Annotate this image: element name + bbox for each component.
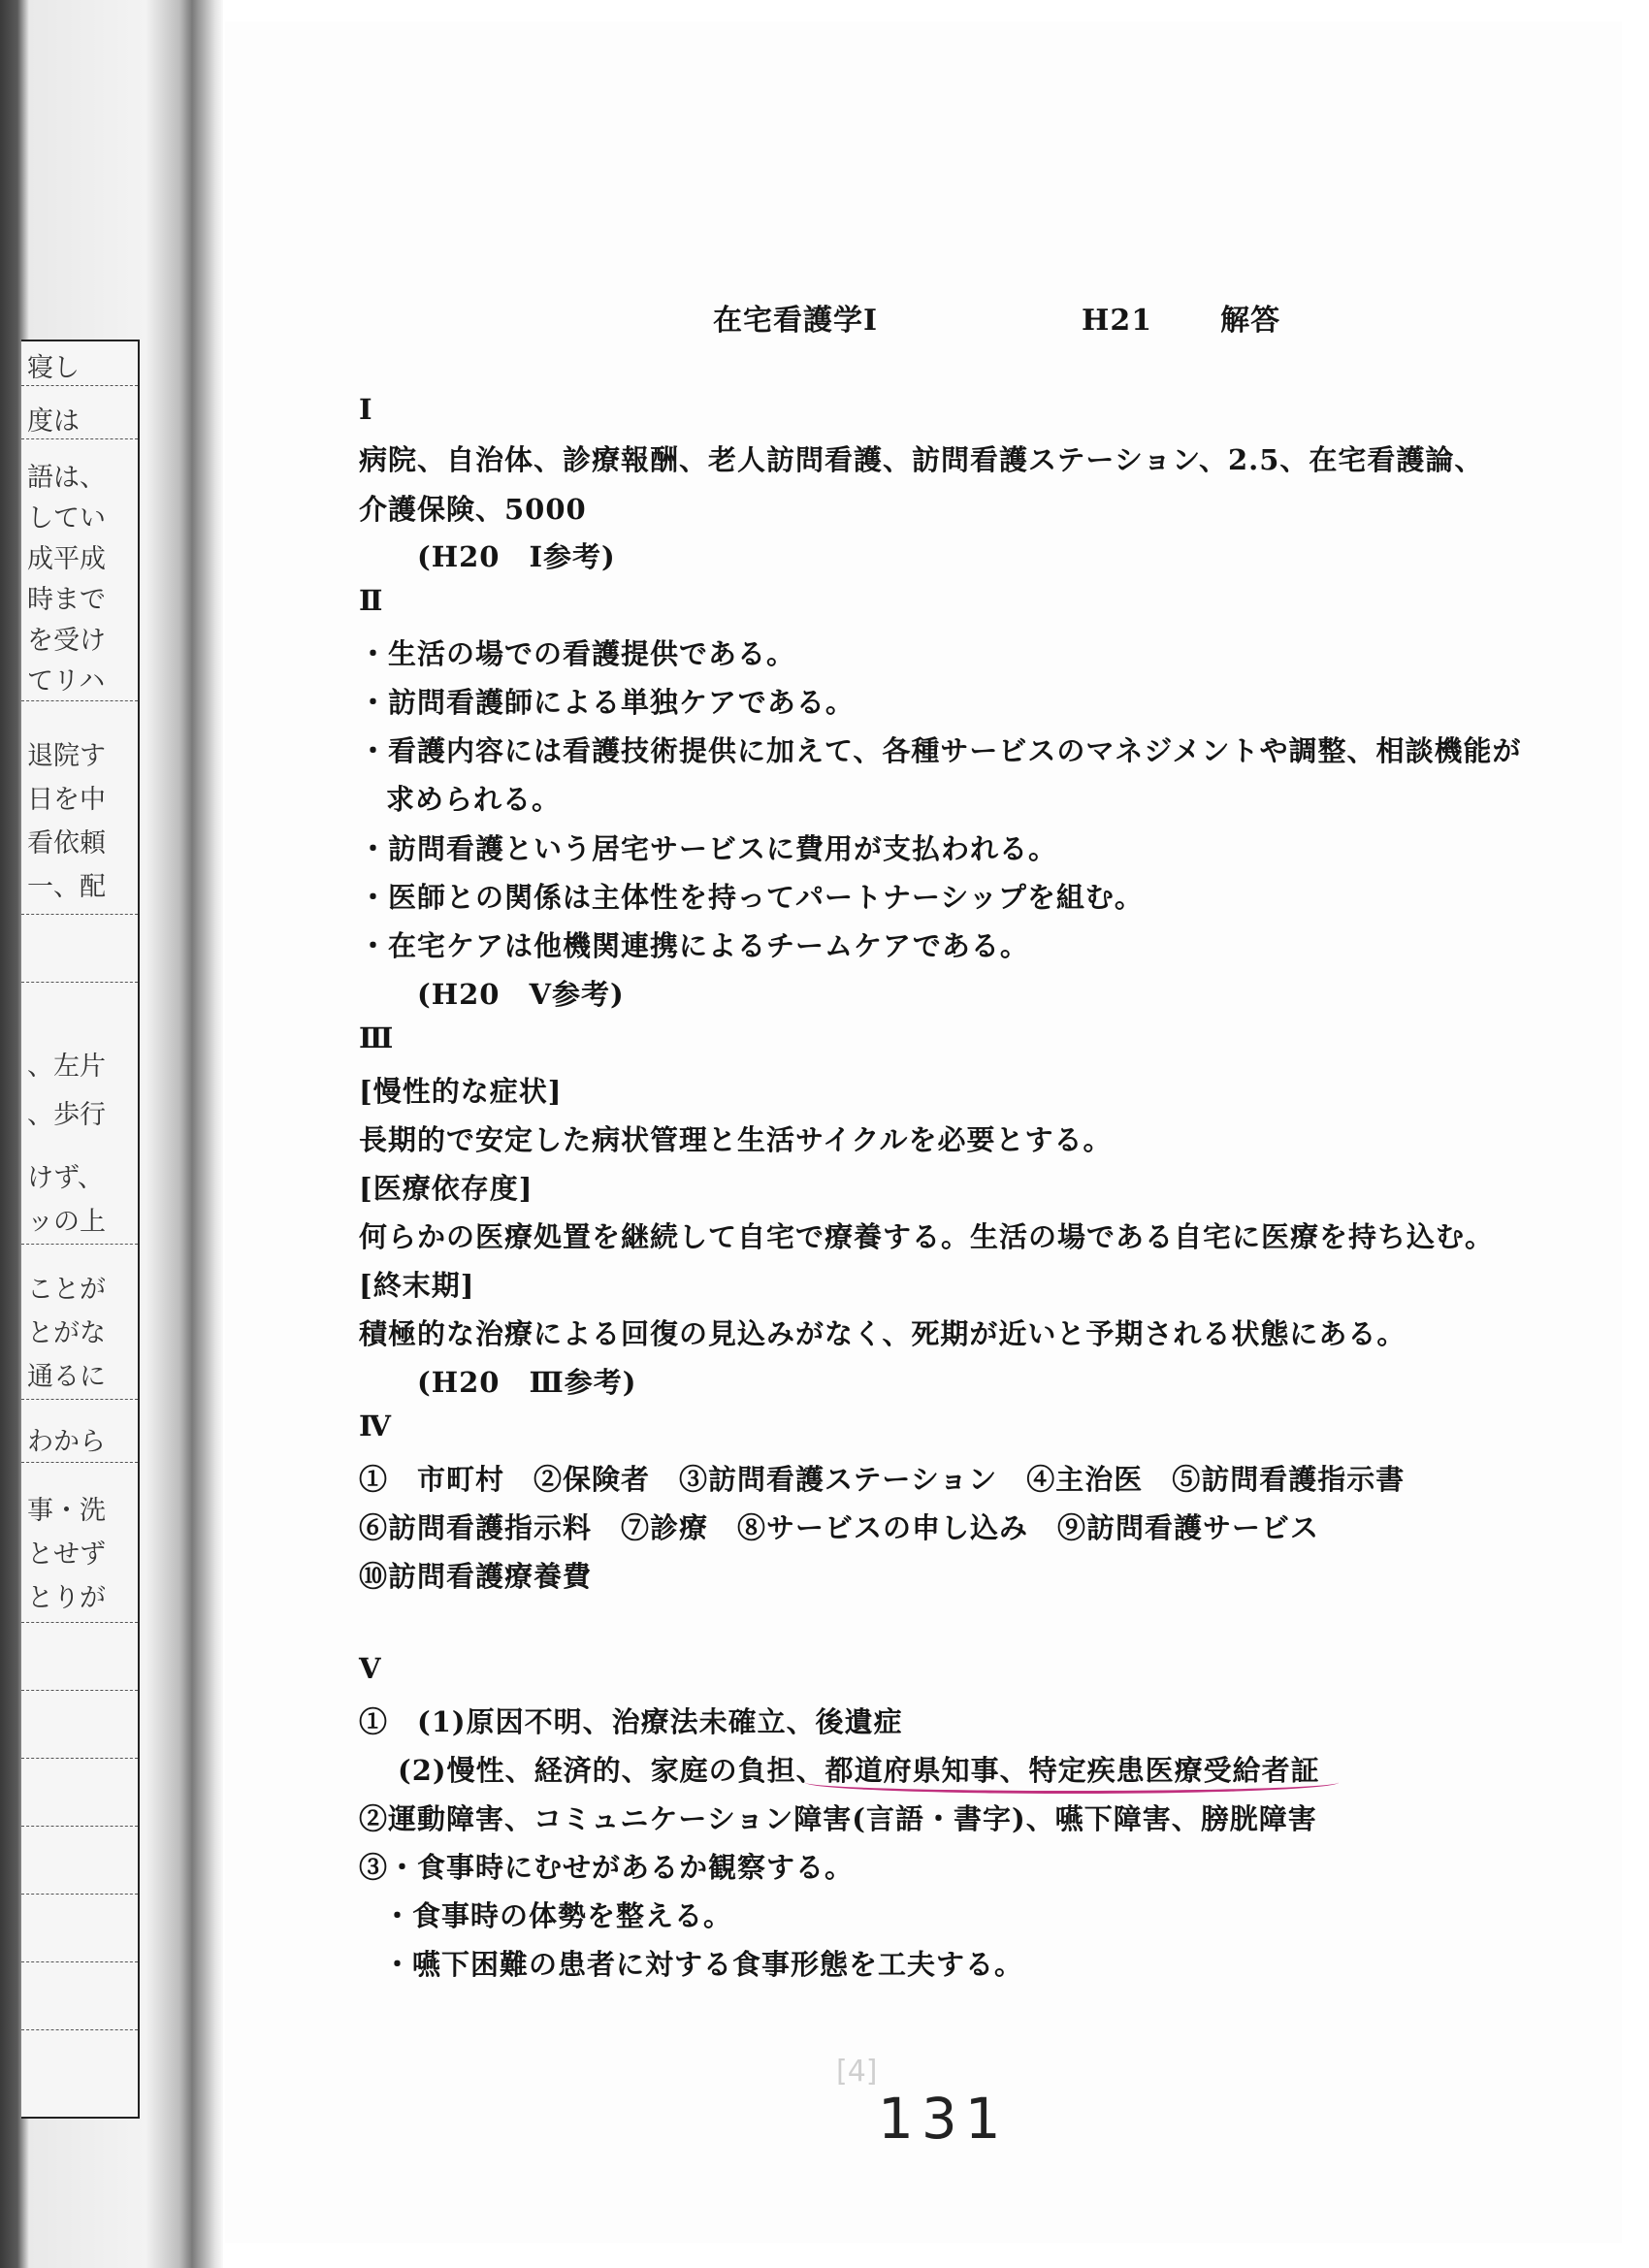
left-fragment: 日を中 [27,785,106,815]
section-4-answers: ① 市町村 ②保険者 ③訪問看護ステーション ④主治医 ⑤訪問看護指示書 [359,1463,1406,1496]
section-5-answer: (2)慢性、経済的、家庭の負担、都道府県知事、特定疾患医療受給者証 [398,1754,1320,1787]
section-1-numeral: Ⅰ [359,393,373,426]
section-2-reference: (H20 Ⅴ参考) [417,978,625,1011]
section-5-answer: ① (1)原因不明、治療法未確立、後遺症 [359,1705,903,1738]
left-fragment: てリハ [27,666,106,697]
left-fragment: してい [27,503,106,534]
left-fragment: わから [27,1427,106,1457]
left-page-sliver [21,340,140,2119]
section-2-bullet: ・生活の場での看護提供である。 [359,637,796,670]
left-fragment: とがな [27,1318,106,1348]
left-fragment: とせず [27,1539,106,1570]
section-2-bullet: ・訪問看護師による単独ケアである。 [359,686,855,719]
handwritten-page-number: 131 [878,2086,1009,2152]
left-fragment: けず、 [27,1163,104,1193]
left-fragment: 時まで [27,585,106,615]
section-2-bullet: ・医師との関係は主体性を持ってパートナーシップを組む。 [359,881,1144,914]
left-fragment: 成平成 [27,544,106,574]
left-fragment: 看依頼 [27,828,106,859]
section-5-answer: ・嚥下困難の患者に対する食事形態を工夫する。 [383,1948,1024,1981]
section-2-bullet: ・在宅ケアは他機関連携によるチームケアである。 [359,929,1029,962]
section-3-reference: (H20 Ⅲ参考) [417,1366,637,1399]
left-fragment: 度は [27,406,80,437]
section-5-numeral: Ⅴ [359,1652,382,1685]
page-title [713,296,1280,339]
left-fragment: 事・洗 [27,1496,106,1526]
section-3-text: 長期的で安定した病状管理と生活サイクルを必要とする。 [359,1123,1113,1156]
section-3-text: 何らかの医療処置を継続して自宅で療養する。生活の場である自宅に医療を持ち込む。 [359,1220,1495,1253]
title-year: H21 [1082,304,1153,338]
section-2-bullet: ・看護内容には看護技術提供に加えて、各種サービスのマネジメントや調整、相談機能が [359,734,1522,767]
left-fragment: ことが [27,1275,106,1305]
left-fragment: を受け [27,626,106,656]
section-5-answer: ・食事時の体勢を整える。 [383,1899,733,1932]
section-3-numeral: Ⅲ [359,1021,395,1054]
section-3-text: 積極的な治療による回復の見込みがなく、死期が近いと予期される状態にある。 [359,1317,1406,1350]
left-fragment: ッの上 [27,1207,106,1237]
section-2-bullet-continuation: 求められる。 [386,783,562,816]
section-1-line: 病院、自治体、診療報酬、老人訪問看護、訪問看護ステーション、2.5、在宅看護論、 [359,443,1484,476]
section-3-heading: [終末期] [359,1269,475,1302]
title-label: 解答 [1220,304,1281,338]
faint-stamp-number: [4] [836,2055,878,2089]
section-3-heading: [医療依存度] [359,1172,534,1205]
left-fragment: 、歩行 [27,1100,106,1130]
left-fragment: 語は、 [27,463,106,493]
left-fragment: 寝し [27,353,80,383]
section-2-numeral: Ⅱ [359,584,384,617]
left-fragment: 、左片 [27,1052,106,1082]
section-3-heading: [慢性的な症状] [359,1075,563,1108]
section-1-line: 介護保険、5000 [359,493,587,526]
section-4-answers: ⑩訪問看護療養費 [359,1560,593,1593]
section-1-reference: (H20 Ⅰ参考) [417,540,616,573]
section-5-answer: ③・食事時にむせがあるか観察する。 [359,1851,855,1884]
section-4-answers: ⑥訪問看護指示料 ⑦診療 ⑧サービスの申し込み ⑨訪問看護サービス [359,1511,1320,1544]
section-4-numeral: Ⅳ [359,1409,392,1442]
handwritten-underline [805,1771,1339,1794]
left-fragment: とりが [27,1583,106,1613]
left-fragment: 一、配 [27,872,106,902]
title-subject: 在宅看護学Ⅰ [713,304,879,338]
section-5-answer: ②運動障害、コミュニケーション障害(言語・書字)、嚥下障害、膀胱障害 [359,1802,1317,1835]
left-fragment: 退院す [27,741,106,771]
left-fragment: 通るに [27,1362,106,1392]
section-2-bullet: ・訪問看護という居宅サービスに費用が支払われる。 [359,832,1058,865]
